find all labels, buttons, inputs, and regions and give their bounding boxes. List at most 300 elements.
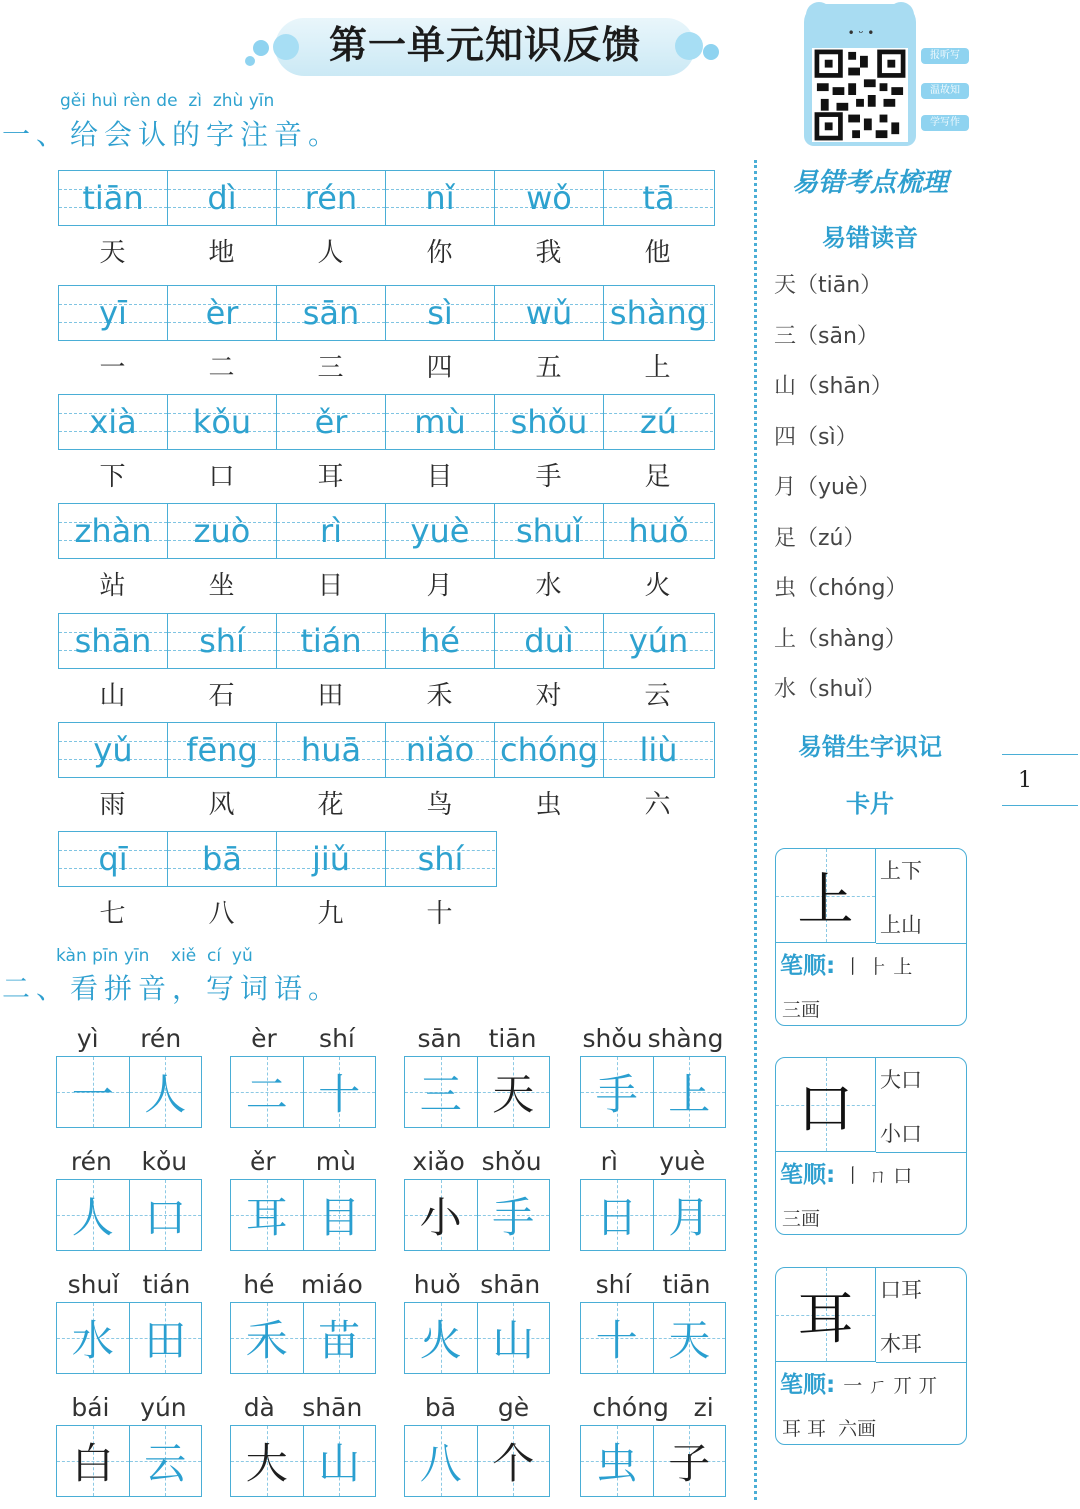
word-pinyin-syllable: ěr	[250, 1147, 276, 1176]
hanzi-char: 六	[644, 790, 671, 820]
pinyin-cell[interactable]	[386, 832, 495, 886]
written-char: 个	[492, 1439, 535, 1488]
written-char: 二	[245, 1070, 288, 1119]
word-pinyin	[56, 1147, 202, 1179]
writing-cell	[581, 1303, 654, 1373]
hanzi-char: 目	[426, 462, 453, 492]
pinyin-text: shuǐ	[515, 512, 583, 550]
hanzi-char: 手	[535, 462, 562, 492]
reading-item: 四（sì）	[774, 424, 858, 450]
stroke-order	[780, 1366, 937, 1399]
pinyin-cell[interactable]	[604, 395, 713, 449]
pinyin-text: niǎo	[405, 731, 475, 769]
pinyin-text: zhàn	[74, 512, 152, 550]
word-item	[230, 1393, 376, 1497]
word-pinyin	[404, 1270, 550, 1302]
word-item	[580, 1147, 726, 1251]
writing-cell	[57, 1303, 130, 1373]
reading-item: 三（sān）	[774, 323, 879, 349]
hanzi-char: 站	[99, 571, 126, 601]
hanzi-char: 石	[208, 681, 235, 711]
hanzi-char: 天	[99, 238, 126, 268]
card-char: 上	[797, 867, 854, 933]
writing-cell	[57, 1180, 130, 1250]
pinyin-cell[interactable]	[59, 395, 168, 449]
word-pinyin-syllable: tiān	[662, 1270, 711, 1299]
word-pinyin	[56, 1270, 202, 1302]
pinyin-row	[58, 170, 715, 226]
title-banner	[245, 12, 725, 82]
word-pinyin	[230, 1024, 376, 1056]
pinyin-cell[interactable]	[277, 614, 386, 668]
written-char: 月	[668, 1193, 711, 1242]
written-char: 苗	[318, 1316, 361, 1365]
card-word: 大口	[880, 1068, 922, 1092]
writing-box[interactable]	[404, 1425, 550, 1497]
qr-tag[interactable]: 学写作	[921, 115, 969, 131]
reading-item: 足（zú）	[774, 525, 866, 551]
qr-tag[interactable]: 报听写	[921, 48, 969, 64]
pinyin-text: sān	[302, 294, 360, 332]
word-item	[404, 1393, 550, 1497]
word-pinyin-syllable: rì	[600, 1147, 618, 1176]
writing-box[interactable]	[56, 1302, 202, 1374]
hanzi-char: 足	[644, 462, 671, 492]
writing-cell	[304, 1426, 376, 1496]
writing-cell	[304, 1057, 376, 1127]
hanzi-char: 田	[317, 681, 344, 711]
card-word: 小口	[880, 1122, 922, 1146]
word-pinyin-syllable: dà	[243, 1393, 275, 1422]
word-pinyin-syllable: rén	[70, 1147, 112, 1176]
writing-box[interactable]	[56, 1425, 202, 1497]
sidebar-heading: 易错考点梳理	[791, 168, 948, 198]
pinyin-cell[interactable]	[386, 395, 495, 449]
pinyin-text: rì	[319, 512, 343, 550]
word-pinyin	[230, 1393, 376, 1425]
word-item	[56, 1270, 202, 1374]
reading-item: 水（shuǐ）	[774, 677, 886, 702]
pinyin-cell[interactable]	[386, 614, 495, 668]
hanzi-char: 二	[208, 353, 235, 383]
writing-cell	[231, 1057, 304, 1127]
hanzi-char: 十	[426, 899, 453, 929]
writing-cell	[654, 1057, 726, 1127]
section2-title: 二、看拼音，写词语。	[2, 972, 343, 1005]
hanzi-char: 人	[317, 238, 344, 268]
hanzi-char: 下	[99, 462, 126, 492]
stroke-count: 三画	[782, 1208, 821, 1230]
pinyin-text: jiǔ	[311, 840, 351, 878]
written-char: 小	[419, 1193, 462, 1242]
writing-cell	[478, 1303, 550, 1373]
word-item	[404, 1270, 550, 1374]
pinyin-cell[interactable]	[277, 171, 386, 225]
stroke-order-value: 丨 ⺊ 上	[843, 956, 913, 978]
written-char: 人	[144, 1070, 187, 1119]
qr-code-card[interactable]: • ᵕ •	[804, 4, 916, 146]
writing-box[interactable]	[404, 1056, 550, 1128]
word-pinyin-syllable: mù	[315, 1147, 356, 1176]
word-item	[580, 1393, 726, 1497]
hanzi-char: 八	[208, 899, 235, 929]
hanzi-row	[58, 893, 494, 929]
writing-box[interactable]	[580, 1056, 726, 1128]
char-card	[775, 1057, 967, 1235]
pinyin-cell[interactable]	[168, 504, 277, 558]
hanzi-row	[58, 675, 712, 711]
hanzi-char: 鸟	[426, 790, 453, 820]
pinyin-text: hé	[420, 622, 460, 660]
reading-title: 易错读音	[822, 224, 918, 252]
written-char: 田	[144, 1316, 187, 1365]
pinyin-text: mù	[414, 403, 466, 441]
writing-box[interactable]	[580, 1179, 726, 1251]
pinyin-row	[58, 503, 715, 559]
word-item	[580, 1024, 726, 1128]
pinyin-text: tā	[642, 179, 675, 217]
word-pinyin-syllable: èr	[251, 1024, 277, 1053]
writing-cell	[405, 1303, 478, 1373]
word-pinyin	[404, 1024, 550, 1056]
pinyin-text: zú	[639, 403, 678, 441]
pinyin-cell[interactable]	[386, 171, 495, 225]
pinyin-text: shí	[199, 622, 245, 660]
writing-cell	[654, 1303, 726, 1373]
reading-item: 虫（chóng）	[774, 576, 908, 601]
pinyin-cell[interactable]	[277, 832, 386, 886]
hanzi-char: 你	[426, 238, 453, 268]
word-pinyin-syllable: bái	[71, 1393, 110, 1422]
writing-cell	[130, 1180, 202, 1250]
hanzi-char: 风	[208, 790, 235, 820]
pinyin-text: chóng	[499, 731, 599, 769]
pinyin-cell[interactable]	[277, 286, 386, 340]
pinyin-cell[interactable]	[386, 286, 495, 340]
hanzi-char: 山	[99, 681, 126, 711]
hanzi-char: 上	[644, 353, 671, 383]
word-pinyin-syllable: kǒu	[141, 1147, 188, 1176]
pinyin-cell[interactable]	[168, 171, 277, 225]
pinyin-cell[interactable]	[495, 504, 604, 558]
writing-cell	[304, 1180, 376, 1250]
card-word: 上山	[880, 913, 922, 937]
word-pinyin	[580, 1393, 726, 1425]
written-char: 山	[492, 1316, 535, 1365]
hanzi-char: 月	[426, 571, 453, 601]
word-item	[404, 1024, 550, 1128]
written-char: 十	[595, 1316, 638, 1365]
pinyin-cell[interactable]	[277, 395, 386, 449]
writing-cell	[130, 1057, 202, 1127]
pinyin-cell[interactable]	[604, 286, 713, 340]
hanzi-char: 口	[208, 462, 235, 492]
pinyin-cell[interactable]	[495, 723, 604, 777]
pinyin-row	[58, 613, 715, 669]
writing-box[interactable]	[56, 1056, 202, 1128]
word-pinyin	[230, 1270, 376, 1302]
char-card	[775, 848, 967, 1026]
written-char: 目	[318, 1193, 361, 1242]
written-char: 一	[71, 1070, 114, 1119]
word-pinyin-syllable: shǒu	[481, 1147, 542, 1176]
pinyin-text: yī	[99, 294, 127, 332]
hanzi-char: 五	[535, 353, 562, 383]
word-pinyin-syllable: chóng	[592, 1393, 669, 1422]
writing-box[interactable]	[580, 1302, 726, 1374]
pinyin-text: huā	[300, 731, 362, 769]
word-pinyin	[56, 1024, 202, 1056]
column-divider	[754, 160, 757, 1500]
writing-box[interactable]	[230, 1425, 376, 1497]
hanzi-char: 云	[644, 681, 671, 711]
word-item	[56, 1147, 202, 1251]
pinyin-text: yuè	[410, 512, 470, 550]
writing-cell	[478, 1180, 550, 1250]
written-char: 手	[492, 1193, 535, 1242]
writing-cell	[654, 1426, 726, 1496]
pinyin-row	[58, 722, 715, 778]
card-word: 上下	[880, 859, 922, 883]
pinyin-cell[interactable]	[59, 286, 168, 340]
card-char-box	[776, 1058, 876, 1152]
pinyin-text: yún	[628, 622, 689, 660]
hanzi-char: 四	[426, 353, 453, 383]
pinyin-cell[interactable]	[59, 832, 168, 886]
word-item	[230, 1270, 376, 1374]
pinyin-cell[interactable]	[59, 171, 168, 225]
word-pinyin-syllable: tiān	[488, 1024, 537, 1053]
written-char: 十	[318, 1070, 361, 1119]
stroke-order-label: 笔顺:	[780, 1372, 836, 1398]
writing-box[interactable]	[230, 1179, 376, 1251]
word-pinyin-syllable: yún	[140, 1393, 187, 1422]
word-item	[56, 1393, 202, 1497]
pinyin-row	[58, 831, 497, 887]
hanzi-char: 三	[317, 353, 344, 383]
pinyin-text: wǒ	[526, 179, 572, 217]
writing-cell	[581, 1426, 654, 1496]
word-pinyin-syllable: bā	[424, 1393, 457, 1422]
card-char-box	[776, 849, 876, 943]
writing-box[interactable]	[580, 1425, 726, 1497]
stroke-order-value: 丨 ㄇ 口	[843, 1165, 913, 1187]
stroke-order-label: 笔顺:	[780, 953, 836, 979]
writing-cell	[405, 1057, 478, 1127]
writing-cell	[57, 1057, 130, 1127]
cards-title: 易错生字识记	[798, 733, 942, 761]
card-word: 口耳	[880, 1278, 922, 1302]
pinyin-cell[interactable]	[495, 171, 604, 225]
word-pinyin-syllable: xiǎo	[412, 1147, 465, 1176]
pinyin-text: shān	[74, 622, 152, 660]
written-char: 口	[144, 1193, 187, 1242]
reading-item: 上（shàng）	[774, 626, 907, 652]
writing-cell	[231, 1180, 304, 1250]
written-char: 天	[492, 1070, 535, 1119]
word-item	[230, 1147, 376, 1251]
qr-code-icon	[812, 48, 908, 142]
pinyin-cell[interactable]	[59, 723, 168, 777]
pinyin-text: nǐ	[425, 179, 455, 217]
hanzi-char: 虫	[535, 790, 562, 820]
pinyin-cell[interactable]	[168, 832, 277, 886]
word-pinyin-syllable: shí	[319, 1024, 355, 1053]
card-char-box	[776, 1268, 876, 1362]
writing-cell	[478, 1057, 550, 1127]
pinyin-cell[interactable]	[386, 723, 495, 777]
pinyin-text: tiān	[82, 179, 144, 217]
card-char: 耳	[797, 1286, 854, 1352]
pinyin-text: dì	[207, 179, 237, 217]
writing-cell	[405, 1426, 478, 1496]
writing-cell	[405, 1180, 478, 1250]
pinyin-text: shǒu	[510, 403, 588, 441]
written-char: 禾	[245, 1316, 288, 1365]
pinyin-cell[interactable]	[59, 504, 168, 558]
hanzi-char: 耳	[317, 462, 344, 492]
word-pinyin	[580, 1270, 726, 1302]
written-char: 日	[595, 1193, 638, 1242]
hanzi-char: 地	[208, 238, 235, 268]
pinyin-text: xià	[89, 403, 137, 441]
word-pinyin-syllable: shàng	[647, 1024, 724, 1053]
pinyin-text: qī	[98, 840, 128, 878]
page-number: 1	[1002, 754, 1078, 806]
written-char: 山	[318, 1439, 361, 1488]
written-char: 大	[245, 1439, 288, 1488]
written-char: 云	[144, 1439, 187, 1488]
word-pinyin-syllable: shuǐ	[67, 1270, 120, 1299]
word-pinyin-syllable: hé	[243, 1270, 275, 1299]
word-item	[230, 1024, 376, 1128]
stroke-order-value: 一 ㄏ 丌 丌	[843, 1375, 938, 1397]
writing-box[interactable]	[230, 1056, 376, 1128]
qr-tag[interactable]: 温故知	[921, 83, 969, 99]
stroke-count: 耳 耳 六画	[782, 1418, 877, 1440]
word-pinyin-syllable: shān	[302, 1393, 363, 1422]
pinyin-cell[interactable]	[495, 286, 604, 340]
hanzi-char: 对	[535, 681, 562, 711]
page-title: 第一单元知识反馈	[328, 23, 641, 67]
pinyin-cell[interactable]	[386, 504, 495, 558]
hanzi-char: 一	[99, 353, 126, 383]
pinyin-text: huǒ	[628, 512, 689, 550]
char-card	[775, 1267, 967, 1445]
stroke-count: 三画	[782, 999, 821, 1021]
written-char: 三	[419, 1070, 462, 1119]
card-divider	[876, 1362, 966, 1363]
word-pinyin-syllable: tián	[142, 1270, 191, 1299]
pinyin-text: duì	[524, 622, 574, 660]
card-char: 口	[797, 1076, 854, 1142]
pinyin-text: wǔ	[525, 294, 573, 332]
hanzi-row	[58, 565, 712, 601]
writing-cell	[130, 1426, 202, 1496]
writing-box[interactable]	[404, 1302, 550, 1374]
word-pinyin	[580, 1024, 726, 1056]
word-item	[404, 1147, 550, 1251]
written-char: 手	[595, 1070, 638, 1119]
hanzi-char: 水	[535, 571, 562, 601]
word-pinyin-syllable: shān	[480, 1270, 541, 1299]
written-char: 上	[668, 1070, 711, 1119]
pinyin-cell[interactable]	[168, 286, 277, 340]
word-pinyin-syllable: shǒu	[582, 1024, 643, 1053]
hanzi-char: 日	[317, 571, 344, 601]
hanzi-char: 花	[317, 790, 344, 820]
pinyin-cell[interactable]	[277, 504, 386, 558]
stroke-order-label: 笔顺:	[780, 1162, 836, 1188]
pinyin-cell[interactable]	[277, 723, 386, 777]
pinyin-text: kǒu	[192, 403, 252, 441]
hanzi-row	[58, 232, 712, 268]
pinyin-cell[interactable]	[604, 614, 713, 668]
pinyin-text: shàng	[609, 294, 708, 332]
pinyin-cell[interactable]	[604, 171, 713, 225]
written-char: 人	[71, 1193, 114, 1242]
written-char: 八	[419, 1439, 462, 1488]
writing-box[interactable]	[230, 1302, 376, 1374]
pinyin-row	[58, 285, 715, 341]
word-pinyin-syllable: rén	[140, 1024, 182, 1053]
word-pinyin-syllable: yì	[76, 1024, 99, 1053]
reading-item: 天（tiān）	[774, 273, 883, 298]
section1-pinyin: gěi huì rèn de zì zhù yīn	[60, 91, 275, 111]
written-char: 火	[419, 1316, 462, 1365]
hanzi-char: 七	[99, 899, 126, 929]
pinyin-cell[interactable]	[168, 395, 277, 449]
pinyin-cell[interactable]	[604, 723, 713, 777]
writing-cell	[130, 1303, 202, 1373]
word-pinyin-syllable: zi	[693, 1393, 714, 1422]
pinyin-cell[interactable]	[495, 614, 604, 668]
word-pinyin-syllable: shí	[595, 1270, 632, 1299]
writing-cell	[654, 1180, 726, 1250]
word-pinyin	[56, 1393, 202, 1425]
pinyin-cell[interactable]	[59, 614, 168, 668]
pinyin-cell[interactable]	[168, 614, 277, 668]
hanzi-row	[58, 784, 712, 820]
written-char: 天	[668, 1316, 711, 1365]
word-pinyin-syllable: gè	[497, 1393, 530, 1422]
pinyin-cell[interactable]	[495, 395, 604, 449]
word-item	[56, 1024, 202, 1128]
hanzi-char: 坐	[208, 571, 235, 601]
writing-box[interactable]	[56, 1179, 202, 1251]
written-char: 子	[668, 1439, 711, 1488]
pinyin-cell[interactable]	[168, 723, 277, 777]
hanzi-char: 雨	[99, 790, 126, 820]
pinyin-cell[interactable]	[604, 504, 713, 558]
written-char: 水	[71, 1316, 114, 1365]
reading-item: 山（shān）	[774, 374, 893, 399]
word-pinyin	[580, 1147, 726, 1179]
cards-subtitle: 卡片	[846, 790, 894, 818]
pinyin-text: sì	[427, 294, 453, 332]
pinyin-text: rén	[304, 179, 358, 217]
pinyin-text: yǔ	[93, 731, 133, 769]
reading-item: 月（yuè）	[774, 475, 881, 500]
word-pinyin	[230, 1147, 376, 1179]
writing-cell	[581, 1180, 654, 1250]
pinyin-text: shí	[417, 840, 464, 878]
writing-cell	[231, 1426, 304, 1496]
pinyin-text: ěr	[314, 403, 348, 441]
hanzi-row	[58, 456, 712, 492]
writing-box[interactable]	[404, 1179, 550, 1251]
pinyin-text: bā	[202, 840, 242, 878]
